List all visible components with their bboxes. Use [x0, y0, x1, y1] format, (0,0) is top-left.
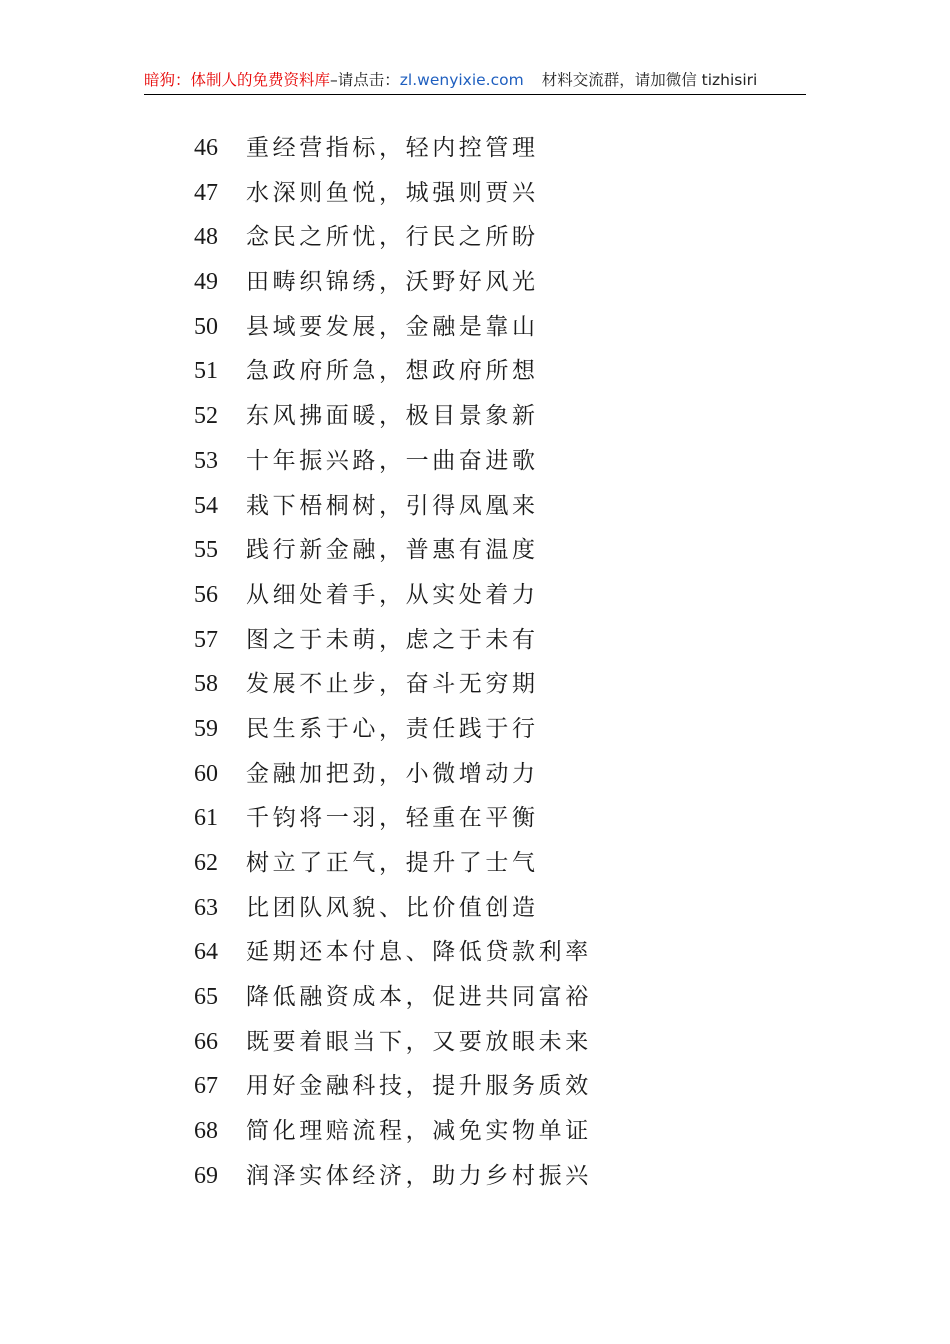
list-item — [194, 1154, 592, 1199]
list-item — [194, 1109, 592, 1154]
item-text: 急政府所急，想政府所想 — [246, 358, 539, 385]
item-text: 栽下梧桐树，引得凤凰来 — [246, 492, 539, 519]
item-text: 既要着眼当下，又要放眼未来 — [246, 1028, 592, 1055]
click-prompt: –请点击： — [330, 71, 400, 89]
list-item — [194, 215, 592, 260]
item-number: 50 — [194, 313, 218, 340]
item-number: 61 — [194, 805, 218, 832]
list-item — [194, 439, 592, 484]
list-item — [194, 930, 592, 975]
group-note: 材料交流群，请加微信 tizhisiri — [541, 71, 758, 89]
slogan-list — [194, 126, 592, 1199]
item-number: 63 — [194, 894, 218, 921]
item-text: 重经营指标，轻内控管理 — [246, 135, 539, 161]
list-item — [194, 484, 592, 529]
item-text: 县域要发展，金融是靠山 — [246, 313, 539, 340]
item-text: 念民之所忧，行民之所盼 — [246, 224, 539, 251]
item-text: 简化理赔流程，减免实物单证 — [246, 1118, 592, 1145]
item-text: 十年振兴路，一曲奋进歌 — [246, 447, 539, 474]
list-item — [194, 305, 592, 350]
item-number: 49 — [194, 269, 218, 296]
item-text: 金融加把劲，小微增动力 — [246, 760, 539, 787]
item-number: 62 — [194, 850, 218, 876]
item-number: 48 — [194, 224, 218, 251]
item-text: 树立了正气，提升了士气 — [246, 850, 539, 876]
item-number: 69 — [194, 1162, 218, 1189]
item-number: 65 — [194, 984, 218, 1011]
item-number: 51 — [194, 358, 218, 385]
item-number: 67 — [194, 1073, 218, 1100]
list-item — [194, 886, 592, 931]
item-text: 践行新金融，普惠有温度 — [246, 537, 539, 564]
list-item — [194, 662, 592, 707]
site-name: 暗狗：体制人的免费资料库 — [144, 71, 331, 89]
list-item — [194, 1020, 592, 1065]
item-number: 55 — [194, 537, 218, 564]
list-item — [194, 260, 592, 305]
item-text: 水深则鱼悦，城强则贾兴 — [246, 179, 539, 206]
item-text: 千钧将一羽，轻重在平衡 — [246, 805, 539, 832]
item-number: 47 — [194, 179, 218, 206]
item-number: 57 — [194, 626, 218, 653]
item-text: 延期还本付息、降低贷款利率 — [246, 939, 592, 966]
item-number: 68 — [194, 1118, 218, 1145]
list-item — [194, 126, 592, 171]
item-text: 民生系于心，责任践于行 — [246, 715, 539, 742]
item-text: 东风拂面暖，极目景象新 — [246, 403, 539, 430]
item-text: 发展不止步，奋斗无穷期 — [246, 671, 539, 698]
item-number: 66 — [194, 1028, 218, 1055]
item-text: 用好金融科技，提升服务质效 — [246, 1073, 592, 1100]
list-item — [194, 171, 592, 216]
item-text: 润泽实体经济，助力乡村振兴 — [246, 1162, 592, 1189]
list-item — [194, 618, 592, 663]
item-text: 比团队风貌、比价值创造 — [246, 894, 539, 921]
item-number: 46 — [194, 135, 218, 161]
item-number: 59 — [194, 715, 218, 742]
list-item — [194, 1064, 592, 1109]
page-header — [144, 66, 806, 95]
item-text: 降低融资成本，促进共同富裕 — [246, 984, 592, 1011]
item-number: 60 — [194, 760, 218, 787]
list-item — [194, 796, 592, 841]
item-number: 64 — [194, 939, 218, 966]
item-number: 56 — [194, 581, 218, 608]
item-text: 从细处着手，从实处着力 — [246, 581, 539, 608]
list-item — [194, 528, 592, 573]
site-url-link[interactable]: zl.wenyixie.com — [399, 71, 524, 89]
list-item — [194, 752, 592, 797]
list-item — [194, 975, 592, 1020]
list-item — [194, 707, 592, 752]
list-item — [194, 349, 592, 394]
item-number: 58 — [194, 671, 218, 698]
list-item — [194, 394, 592, 439]
item-text: 图之于未萌，虑之于未有 — [246, 626, 539, 653]
item-number: 53 — [194, 447, 218, 474]
list-item — [194, 573, 592, 618]
item-text: 田畴织锦绣，沃野好风光 — [246, 269, 539, 296]
item-number: 54 — [194, 492, 218, 519]
list-item — [194, 841, 592, 886]
item-number: 52 — [194, 403, 218, 430]
